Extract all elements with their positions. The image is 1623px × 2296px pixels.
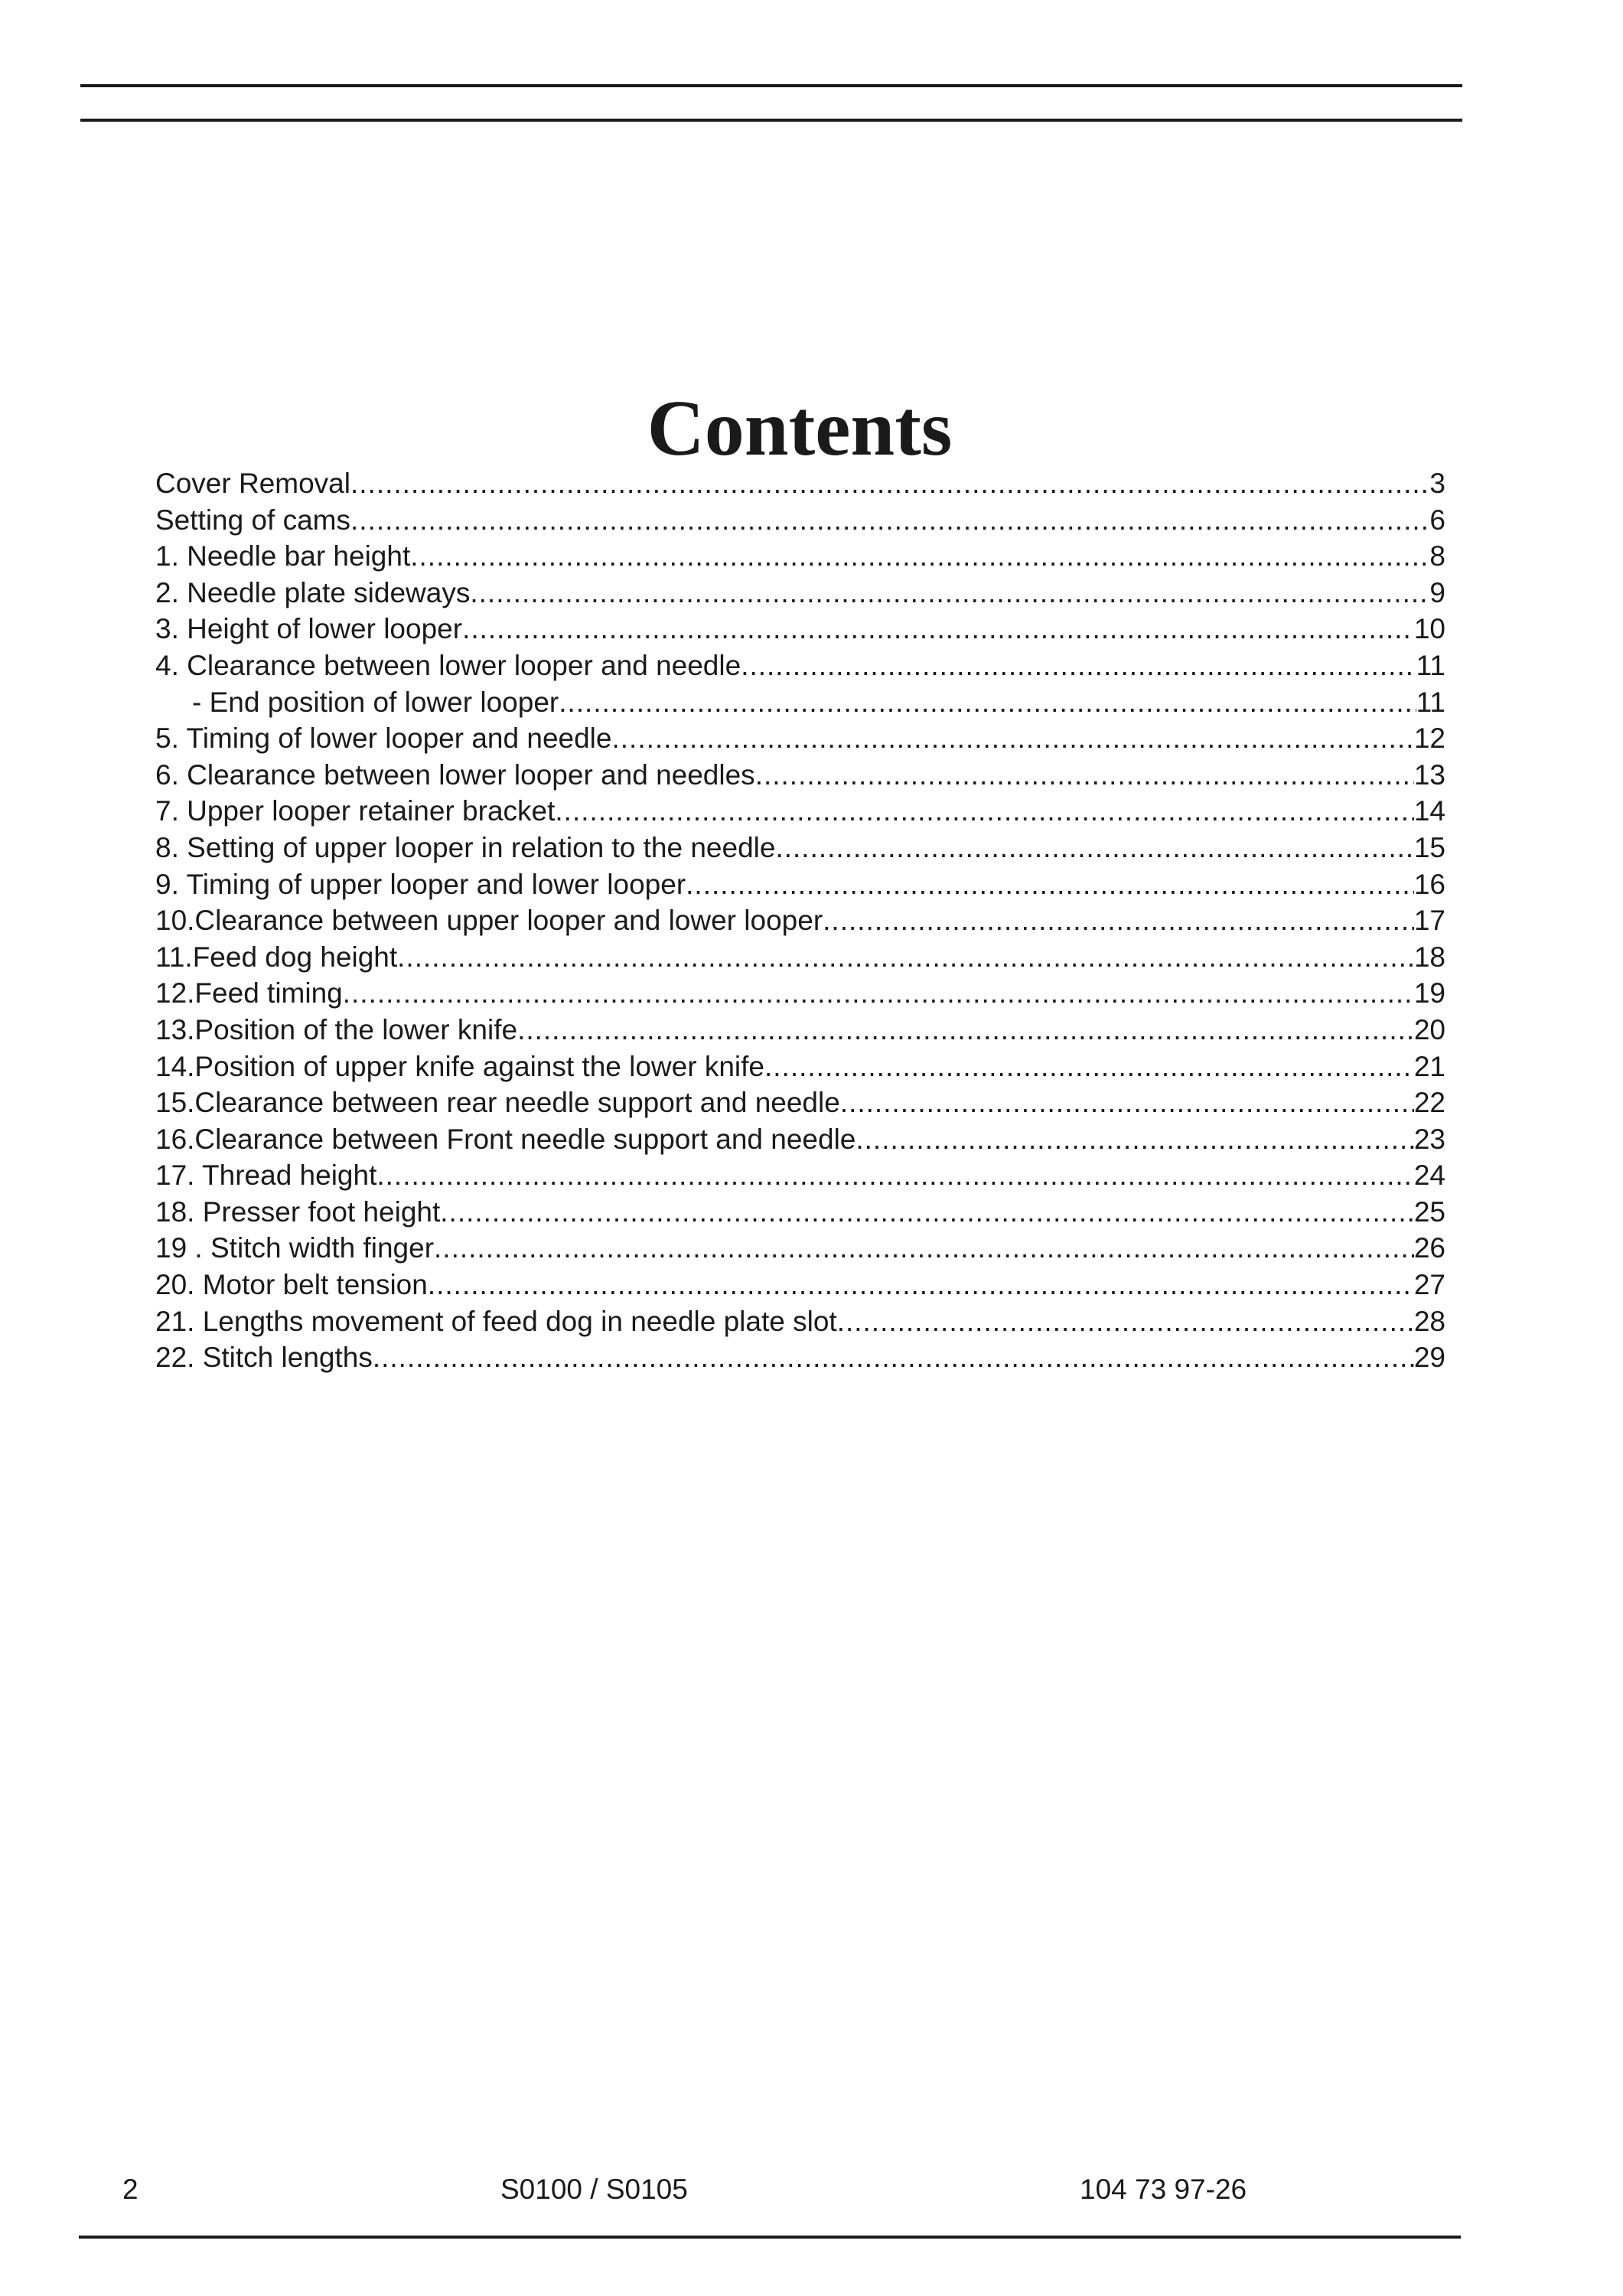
- footer-model: S0100 / S0105: [500, 2174, 688, 2205]
- toc-entry[interactable]: [155, 1121, 1445, 1158]
- toc-dot-leader: [840, 1084, 1414, 1121]
- toc-dot-leader: [559, 684, 1416, 721]
- toc-entry-page: 3: [1429, 468, 1445, 499]
- header-rule-bottom: [80, 119, 1462, 122]
- toc-dot-leader: [373, 1339, 1414, 1376]
- toc-entry-page: 28: [1413, 1305, 1445, 1337]
- toc-dot-leader: [741, 647, 1416, 684]
- toc-entry[interactable]: [155, 720, 1445, 757]
- toc-entry[interactable]: [155, 538, 1445, 575]
- table-of-contents: [155, 465, 1445, 1376]
- toc-entry-page: 18: [1413, 941, 1445, 973]
- toc-entry-label: 8. Setting of upper looper in relation to the needle: [155, 831, 776, 863]
- toc-entry-page: 10: [1413, 613, 1445, 645]
- toc-entry[interactable]: [155, 1049, 1445, 1085]
- toc-entry-page: 29: [1413, 1342, 1445, 1374]
- toc-dot-leader: [837, 1303, 1414, 1340]
- toc-entry[interactable]: [155, 647, 1445, 684]
- toc-entry-label: 4. Clearance between lower looper and needle: [155, 649, 741, 681]
- toc-entry[interactable]: [155, 1012, 1445, 1049]
- toc-dot-leader: [428, 1267, 1414, 1303]
- toc-entry-label: Cover Removal: [155, 468, 350, 499]
- toc-dot-leader: [440, 1194, 1414, 1231]
- toc-dot-leader: [555, 793, 1413, 830]
- toc-entry-page: 11: [1416, 649, 1445, 681]
- toc-entry-label: 16.Clearance between Front needle support and needle: [155, 1123, 856, 1155]
- toc-entry-label: Setting of cams: [155, 504, 351, 536]
- toc-entry-page: 26: [1413, 1232, 1445, 1264]
- toc-dot-leader: [855, 1121, 1413, 1158]
- toc-entry-page: 13: [1413, 758, 1445, 791]
- toc-dot-leader: [376, 1157, 1413, 1194]
- toc-entry[interactable]: [155, 1339, 1445, 1376]
- toc-entry[interactable]: [155, 1194, 1445, 1231]
- toc-entry[interactable]: [155, 1230, 1445, 1267]
- toc-entry[interactable]: [155, 866, 1445, 903]
- toc-entry-page: 22: [1413, 1087, 1445, 1119]
- toc-entry-label: 3. Height of lower looper: [155, 613, 463, 645]
- toc-entry-page: 17: [1413, 905, 1445, 937]
- toc-entry[interactable]: [155, 502, 1445, 539]
- toc-entry-page: 6: [1429, 504, 1445, 536]
- toc-entry-page: 27: [1413, 1269, 1445, 1301]
- toc-dot-leader: [462, 611, 1414, 647]
- toc-entry-page: 11: [1416, 686, 1445, 718]
- toc-entry-label: 15.Clearance between rear needle support and needle: [155, 1087, 840, 1119]
- toc-entry-page: 20: [1413, 1013, 1445, 1045]
- toc-entry[interactable]: [155, 1157, 1445, 1194]
- toc-entry-page: 25: [1413, 1195, 1445, 1228]
- toc-entry-label: 19 . Stitch width finger: [155, 1232, 435, 1264]
- toc-entry-label: 12.Feed timing: [155, 977, 343, 1009]
- toc-entry[interactable]: [155, 793, 1445, 830]
- toc-entry-page: 19: [1413, 977, 1445, 1009]
- toc-entry[interactable]: [155, 684, 1445, 721]
- toc-entry[interactable]: [155, 465, 1445, 502]
- header-rule-top: [80, 84, 1462, 87]
- toc-entry[interactable]: [155, 1303, 1445, 1340]
- toc-dot-leader: [517, 1012, 1414, 1049]
- toc-entry-page: 21: [1413, 1050, 1445, 1082]
- toc-entry-page: 23: [1413, 1123, 1445, 1155]
- toc-dot-leader: [350, 502, 1429, 539]
- toc-entry-label: 2. Needle plate sideways: [155, 576, 471, 608]
- footer-rule: [79, 2236, 1461, 2239]
- toc-entry[interactable]: [155, 1084, 1445, 1121]
- toc-dot-leader: [611, 720, 1413, 757]
- toc-entry-page: 24: [1413, 1159, 1445, 1192]
- toc-entry-label: 17. Thread height: [155, 1159, 377, 1192]
- toc-entry-label: 22. Stitch lengths: [155, 1342, 373, 1374]
- toc-entry-label: 21. Lengths movement of feed dog in needle plate slot: [155, 1305, 837, 1337]
- footer-part-number: 104 73 97-26: [1080, 2174, 1247, 2205]
- toc-entry-label: 6. Clearance between lower looper and needles: [155, 758, 755, 791]
- toc-dot-leader: [397, 939, 1414, 976]
- toc-entry[interactable]: [155, 830, 1445, 866]
- toc-dot-leader: [434, 1230, 1414, 1267]
- toc-entry-label: 5. Timing of lower looper and needle: [155, 722, 612, 755]
- toc-entry-label: 9. Timing of upper looper and lower looper: [155, 868, 686, 900]
- toc-dot-leader: [764, 1049, 1414, 1085]
- toc-dot-leader: [686, 866, 1414, 903]
- toc-entry-page: 9: [1429, 576, 1445, 608]
- toc-entry[interactable]: [155, 975, 1445, 1012]
- toc-entry-label: - End position of lower looper: [192, 686, 559, 718]
- toc-entry-page: 15: [1413, 831, 1445, 863]
- toc-entry[interactable]: [155, 575, 1445, 612]
- toc-entry-label: 20. Motor belt tension: [155, 1269, 428, 1301]
- toc-entry[interactable]: [155, 611, 1445, 647]
- toc-entry[interactable]: [155, 902, 1445, 939]
- toc-entry-label: 14.Position of upper knife against the lower knife: [155, 1050, 764, 1082]
- toc-dot-leader: [410, 538, 1429, 575]
- toc-dot-leader: [343, 975, 1414, 1012]
- toc-entry-page: 16: [1413, 868, 1445, 900]
- toc-entry-label: 11.Feed dog height: [155, 941, 398, 973]
- toc-entry-label: 10.Clearance between upper looper and lower looper: [155, 905, 823, 937]
- toc-entry[interactable]: [155, 939, 1445, 976]
- toc-entry-page: 12: [1413, 722, 1445, 755]
- toc-entry-label: 18. Presser foot height: [155, 1195, 441, 1228]
- toc-dot-leader: [823, 902, 1414, 939]
- toc-dot-leader: [350, 465, 1429, 502]
- toc-dot-leader: [470, 575, 1429, 612]
- footer-page-number: 2: [122, 2174, 139, 2205]
- toc-entry[interactable]: [155, 1267, 1445, 1303]
- toc-entry-label: 1. Needle bar height: [155, 540, 411, 572]
- toc-entry-label: 7. Upper looper retainer bracket: [155, 795, 556, 827]
- toc-entry-label: 13.Position of the lower knife: [155, 1013, 518, 1045]
- toc-entry[interactable]: [155, 757, 1445, 794]
- toc-dot-leader: [775, 830, 1413, 866]
- page-title: Contents: [647, 383, 953, 472]
- toc-dot-leader: [755, 757, 1414, 794]
- toc-entry-page: 8: [1429, 540, 1445, 572]
- toc-entry-page: 14: [1413, 795, 1445, 827]
